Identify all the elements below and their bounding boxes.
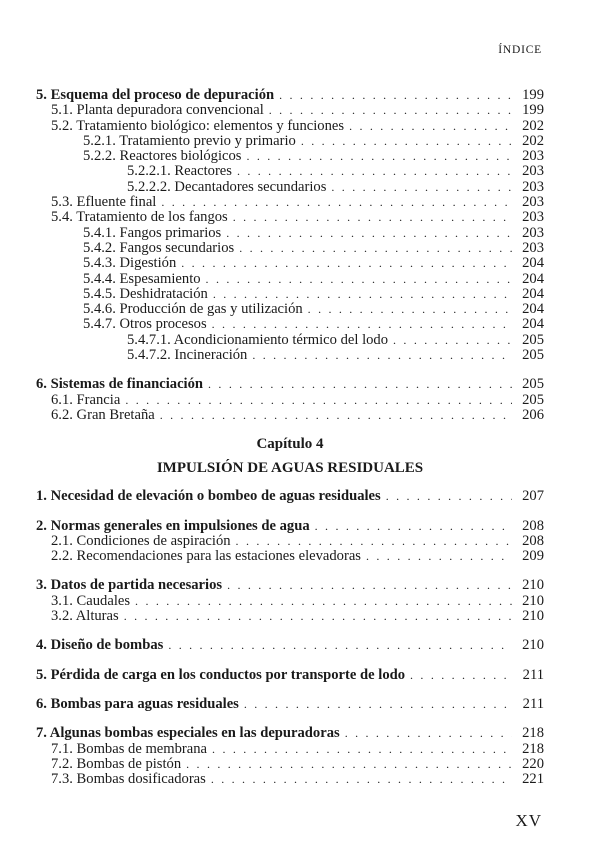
toc-entry-page: 204 [522,301,544,318]
toc-entry-label: 5.4.6. Producción de gas y utilización [83,301,303,318]
toc-leader-dots [386,489,512,504]
toc-entry [36,393,544,408]
toc-entry [36,210,544,225]
toc-entry [36,757,544,772]
toc-entry [36,348,544,363]
toc-leader-dots [301,134,512,149]
toc-leader-dots [124,609,512,624]
toc-entry-page: 199 [522,87,544,103]
toc-entry-page: 210 [522,592,544,609]
toc-leader-dots [211,772,512,787]
toc-entry-page: 199 [522,102,544,119]
toc-entry-page: 218 [522,740,544,757]
toc-entry [36,742,544,757]
toc-gap [36,654,544,668]
toc-entry-page: 205 [522,331,544,348]
toc-entry [36,668,544,683]
toc-leader-dots [206,272,512,287]
toc-leader-dots [233,210,512,225]
toc-entry [36,594,544,609]
toc-entry [36,333,544,348]
toc-entry-label: 5.1. Planta depuradora convencional [51,102,264,119]
toc-entry-label: 5.4.7.2. Incineración [127,347,248,364]
toc-entry-label: 5. Esquema del proceso de depuración [36,87,275,103]
toc-entry-page: 208 [522,517,544,534]
toc-section-chapter-4 [36,489,544,787]
toc-entry [36,134,544,149]
toc-leader-dots [252,348,512,363]
toc-entry-page: 209 [522,548,544,565]
toc-leader-dots [315,519,512,534]
toc-entry [36,180,544,195]
toc-entry-label: 6. Bombas para aguas residuales [36,695,239,712]
toc-entry-page: 203 [522,239,544,256]
toc-entry [36,302,544,317]
running-header: ÍNDICE [498,44,542,56]
toc-entry-label: 7.2. Bombas de pistón [51,755,182,772]
toc-entry-page: 205 [522,391,544,408]
toc-entry-label: 1. Necesidad de elevación o bombeo de aguas residuales [36,488,381,505]
toc-entry-label: 5.4.7.1. Acondicionamiento térmico del lodo [127,331,389,348]
toc-leader-dots [308,302,512,317]
toc-leader-dots [160,408,512,423]
toc-entry-page: 208 [522,532,544,549]
toc-entry-page: 203 [522,194,544,211]
toc-leader-dots [125,393,512,408]
toc-entry-page: 203 [522,148,544,165]
toc-entry [36,88,544,103]
toc-entry-page: 210 [522,637,544,654]
toc-entry [36,103,544,118]
chapter-subtitle: IMPULSIÓN DE AGUAS RESIDUALES [156,460,424,477]
toc-entry-label: 5.4.3. Digestión [83,255,177,272]
toc-section-chapter-3 [36,88,544,423]
toc-leader-dots [393,333,512,348]
toc-entry [36,195,544,210]
toc-entry [36,489,544,504]
toc-gap [36,712,544,726]
toc-entry-page: 202 [522,132,544,149]
toc-entry [36,609,544,624]
toc-entry-page: 204 [522,285,544,302]
toc-entry [36,772,544,787]
toc-entry [36,119,544,134]
toc-leader-dots [366,549,512,564]
toc-entry-label: 6.2. Gran Bretaña [51,406,155,423]
toc-entry-page: 211 [522,666,544,683]
toc-entry-page: 218 [522,725,544,742]
toc-entry [36,377,544,392]
toc-leader-dots [331,180,512,195]
toc-leader-dots [135,594,512,609]
toc-gap [36,505,544,519]
toc-entry-label: 5.4.4. Espesamiento [83,270,201,287]
toc-entry-page: 203 [522,178,544,195]
toc-entry-label: 2. Normas generales en impulsiones de agua [36,517,310,534]
toc-entry [36,317,544,332]
toc-leader-dots [246,149,512,164]
toc-entry-page: 203 [522,209,544,226]
toc-leader-dots [349,119,512,134]
toc-leader-dots [213,287,512,302]
toc-entry-page: 220 [522,755,544,772]
toc-entry-label: 5.3. Efluente final [51,194,157,211]
toc-entry-label: 4. Diseño de bombas [36,637,164,654]
toc-entry-label: 3.2. Alturas [51,608,119,625]
toc-entry-label: 3. Datos de partida necesarios [36,577,223,594]
toc-entry-label: 7. Algunas bombas especiales en las depuradoras [36,725,340,742]
toc-entry-label: 5.4.2. Fangos secundarios [83,239,235,256]
toc-leader-dots [237,164,512,179]
toc-entry-label: 3.1. Caudales [51,592,131,609]
toc-entry-page: 204 [522,316,544,333]
toc-leader-dots [161,195,512,210]
toc-leader-dots [269,103,512,118]
toc-entry-label: 5. Pérdida de carga en los conductos por transporte de lodo [36,666,406,683]
toc-leader-dots [186,757,512,772]
toc-leader-dots [181,256,512,271]
toc-leader-dots [212,742,512,757]
toc-entry-label: 5.2.2.2. Decantadores secundarios [127,178,327,195]
toc-entry [36,578,544,593]
toc-leader-dots [226,226,512,241]
toc-leader-dots [345,726,512,741]
toc-entry-page: 221 [522,771,544,788]
toc-entry-page: 204 [522,270,544,287]
chapter-title: Capítulo 4 [256,436,324,453]
toc-entry [36,697,544,712]
toc-entry [36,638,544,653]
toc-entry-page: 205 [522,347,544,364]
toc-entry-page: 204 [522,255,544,272]
toc-entry-label: 5.4.7. Otros procesos [83,316,207,333]
toc-entry [36,149,544,164]
toc-gap [36,564,544,578]
toc-entry [36,408,544,423]
toc-entry [36,726,544,741]
toc-entry-label: 6. Sistemas de financiación [36,376,204,393]
toc-entry-label: 5.2.1. Tratamiento previo y primario [83,132,296,149]
toc-entry-label: 5.4. Tratamiento de los fangos [51,209,228,226]
toc-entry-label: 5.2.2.1. Reactores [127,163,232,180]
toc-entry [36,256,544,271]
toc-entry-page: 206 [522,406,544,423]
toc-entry-label: 7.1. Bombas de membrana [51,740,208,757]
toc-gap [36,683,544,697]
toc-entry-page: 210 [522,608,544,625]
toc-entry [36,241,544,256]
toc-entry-page: 202 [522,117,544,134]
toc-entry-page: 205 [522,376,544,393]
toc-gap [36,624,544,638]
toc-entry-page: 203 [522,163,544,180]
toc-entry-page: 211 [522,695,544,712]
toc-entry-label: 5.4.5. Deshidratación [83,285,208,302]
toc-entry [36,519,544,534]
toc-entry-page: 207 [522,488,544,505]
toc-leader-dots [168,638,512,653]
toc-entry-label: 5.2. Tratamiento biológico: elementos y funciones [51,117,345,134]
toc-entry [36,534,544,549]
toc-leader-dots [410,668,512,683]
toc-leader-dots [212,317,512,332]
toc-entry-page: 210 [522,577,544,594]
toc-entry [36,549,544,564]
toc-entry [36,226,544,241]
toc-entry-label: 2.1. Condiciones de aspiración [51,532,231,549]
toc-gap [36,363,544,377]
table-of-contents [36,88,544,787]
toc-entry-page: 203 [522,224,544,241]
toc-leader-dots [244,697,512,712]
toc-entry-label: 2.2. Recomendaciones para las estaciones elevadoras [51,548,361,565]
toc-entry-label: 7.3. Bombas dosificadoras [51,771,206,788]
toc-leader-dots [236,534,512,549]
toc-leader-dots [279,88,512,103]
toc-leader-dots [239,241,512,256]
toc-entry [36,272,544,287]
toc-entry-label: 5.4.1. Fangos primarios [83,224,222,241]
toc-leader-dots [208,377,512,392]
toc-entry-label: 6.1. Francia [51,391,121,408]
toc-entry-label: 5.2.2. Reactores biológicos [83,148,242,165]
toc-entry [36,287,544,302]
toc-leader-dots [227,578,512,593]
toc-entry [36,164,544,179]
page-number: XV [515,811,542,830]
